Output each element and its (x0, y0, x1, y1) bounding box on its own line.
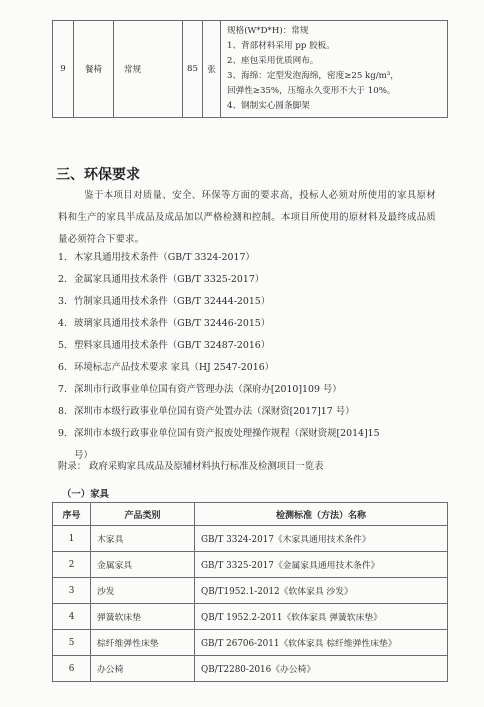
row-category: 沙发 (91, 578, 195, 604)
list-item: 1. 木家具通用技术条件（GB/T 3324-2017） (58, 252, 255, 263)
section-title: 三、环保要求 (56, 167, 140, 183)
header-category: 产品类别 (91, 503, 195, 526)
spec-line: 2、座包采用优质网布。 (227, 56, 319, 66)
row-standard: QB/T2280-2016《办公椅》 (195, 656, 448, 682)
list-item: 7. 深圳市行政事业单位国有资产管理办法（深府办[2010]109 号） (58, 384, 342, 395)
row-standard: QB/T1952.1-2012《软体家具 沙发》 (195, 578, 448, 604)
spec-details (221, 21, 448, 118)
row-standard: GB/T 3325-2017《金属家具通用技术条件》 (195, 552, 448, 578)
spec-line: 1、背部材料采用 pp 胶板。 (227, 41, 335, 51)
spec-line: 回弹性≥35%，压缩永久变形不大于 10%。 (227, 86, 396, 96)
row-category: 棕纤维弹性床垫 (91, 630, 195, 656)
row-no: 5 (53, 630, 91, 656)
table-row (53, 552, 448, 578)
spec-line: 3、海绵：定型发泡海绵，密度≥25 kg/m³， (227, 71, 399, 81)
table-header-row (53, 503, 448, 526)
list-item: 8. 深圳市本级行政事业单位国有资产处置办法（深财资[2017]17 号） (58, 406, 355, 417)
unit: 张 (203, 21, 221, 118)
row-number: 9 (53, 21, 74, 118)
list-item: 3. 竹制家具通用技术条件（GB/T 32444-2015） (58, 296, 271, 307)
row-no: 1 (53, 526, 91, 552)
standards-list (58, 247, 448, 467)
list-item: 2. 金属家具通用技术条件（GB/T 3325-2017） (58, 274, 265, 285)
row-category: 金属家具 (91, 552, 195, 578)
table-row (53, 604, 448, 630)
row-category: 办公椅 (91, 656, 195, 682)
row-standard: GB/T 26706-2011《软体家具 棕纤维弹性床垫》 (195, 630, 448, 656)
test-standards-table (52, 502, 448, 682)
header-no: 序号 (53, 503, 91, 526)
list-item: 6. 环境标志产品技术要求 家具（HJ 2547-2016） (58, 362, 275, 373)
table-row (53, 21, 448, 118)
row-no: 6 (53, 656, 91, 682)
row-no: 3 (53, 578, 91, 604)
subheading-furniture: （一）家具 (62, 489, 109, 500)
spec-type: 常规 (114, 21, 183, 118)
list-item: 5. 塑料家具通用技术条件（GB/T 32487-2016） (58, 340, 271, 351)
row-standard: QB/T 1952.2-2011《软体家具 弹簧软床垫》 (195, 604, 448, 630)
list-item: 4. 玻璃家具通用技术条件（GB/T 32446-2015） (58, 318, 271, 329)
row-no: 4 (53, 604, 91, 630)
intro-paragraph: 鉴于本项目对质量、安全、环保等方面的要求高，投标人必须对所使用的家具原材料和生产的家具半成品及成品加以严格检测和控制。本项目所使用的原材料及最终成品质量必须符合下要求。 (58, 190, 436, 245)
spec-line: 4、钢制实心圆条脚架 (227, 101, 310, 111)
furniture-spec-table (52, 20, 448, 118)
list-item: 9. 深圳市本级行政事业单位国有资产报废处理操作规程（深财资规[2014]15 号） (58, 428, 380, 461)
header-standard: 检测标准（方法）名称 (195, 503, 448, 526)
table-row (53, 630, 448, 656)
spec-line: 规格(W*D*H)：常规 (227, 26, 309, 36)
table-row (53, 578, 448, 604)
row-standard: GB/T 3324-2017《木家具通用技术条件》 (195, 526, 448, 552)
item-name: 餐椅 (74, 21, 114, 118)
row-category: 木家具 (91, 526, 195, 552)
quantity: 85 (183, 21, 203, 118)
row-category: 弹簧软床垫 (91, 604, 195, 630)
appendix-note: 附录： 政府采购家具成品及原辅材料执行标准及检测项目一览表 (58, 461, 324, 472)
table-row (53, 526, 448, 552)
row-no: 2 (53, 552, 91, 578)
table-row (53, 656, 448, 682)
